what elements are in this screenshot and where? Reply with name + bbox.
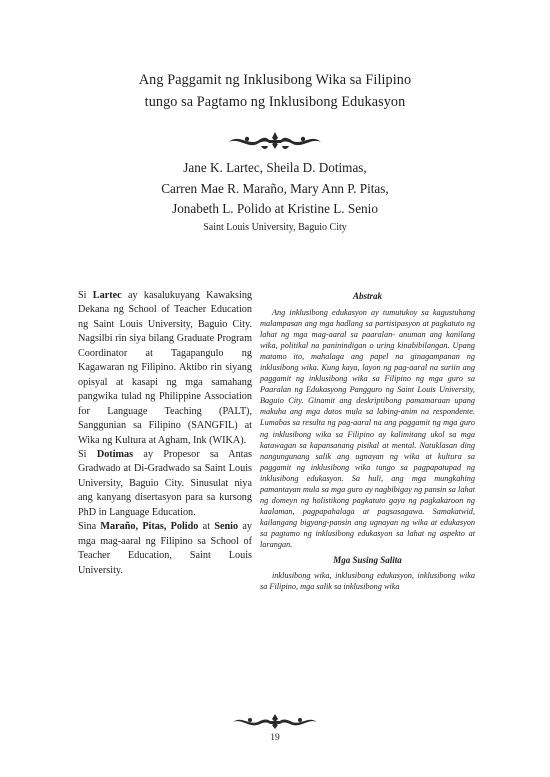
title-line-1: Ang Paggamit ng Inklusibong Wika sa Filipino xyxy=(138,72,412,88)
bio-dotimas xyxy=(78,448,252,520)
fleuron-divider-icon xyxy=(225,129,325,151)
abstract-text: Ang inklusibong edukasyon ay tumutukoy sa kagustuhang malampasan ang mga hadlang sa partisipasyon at pagkatuto ng lahat ng mga mag-aaral sa paaralan- anuman ang kanilang wika, politikal na paninindigan o uring kinabibilangan. Upang matamo ito, mahalaga ang papel na ginagampanan ng inklusibong wika. Kung kaya, layon ng pag-aaral na suriin ang paggamit ng inklusibong wika sa Filipino ng mga guro sa Paaralan ng Edukasyong Pangguro ng Saint Louis University, Baguio City. Ginamit ang deskriptibong pamamaraan upang makuha ang mga datos mula sa labing-anim na respondente. Lumabas sa resulta ng pag-aaral na ang paggamit ng mga guro ng inklusibong wika sa Filipino ay kalimitang ukol sa mga katawagan sa kapansanang pisikal at mental. Natuklasan ding nangungunang salik ang ugnayan ng wika at kultura sa paggamit ng inklusibong wika tungo sa pagpapatupad ng inklusibong edukasyon. Sa huli, ang mga mungkahing pamantayan mula sa mga guro ay nagbibigay ng pansin sa lahat ng domeyn ng holistikong pagkatuto gaya ng pagkakaroon ng kaalaman, pagpapahalaga at pagsasagawa. Samakatwid, kailangang bigyang-pansin ang ugnayan ng wika at edukasyon sa pagtamo ng inklusibong edukasyon sa lahat ng aspekto at larangan. xyxy=(260,308,475,549)
page-number: 19 xyxy=(270,733,280,743)
bio-prefix: Sina xyxy=(78,521,101,533)
abstract-heading: Abstrak xyxy=(352,291,382,301)
title-line-2: tungo sa Pagtamo ng Inklusibong Edukasyon xyxy=(144,94,406,110)
author-line-3: Jonabeth L. Polido at Kristine L. Senio xyxy=(172,201,378,216)
keywords-heading: Mga Susing Salita xyxy=(333,555,402,566)
author-block xyxy=(0,158,550,236)
bio-connector: at xyxy=(198,521,215,533)
bio-prefix: Si xyxy=(78,290,93,301)
bio-prefix: Si xyxy=(78,448,97,460)
article-title xyxy=(0,69,550,113)
fleuron-divider-icon xyxy=(230,712,320,730)
author-bios xyxy=(78,289,252,578)
bio-name: Dotimas xyxy=(96,448,134,460)
bio-text: ay kasalukuyang Kawaksing Dekana ng School of Teacher Education ng Saint Louis University, Baguio City. Nagsilbi rin siya bilang Graduate Program Coordinator at Tagapangulo ng Kagawaran ng Filipino. Aktibo rin siyang opisyal at kasapi ng mga samahang pangwika tulad ng Philippine Association for Language Teaching (PALT), Sanggunian sa Filipino (SANGFIL) at Wika ng Kultura at Agham, Ink (WIKA). xyxy=(78,290,253,446)
bio-lartec xyxy=(78,289,252,448)
author-line-1: Jane K. Lartec, Sheila D. Dotimas, xyxy=(183,160,367,175)
bio-name: Senio xyxy=(214,521,239,533)
bio-text: ay mga mag-aaral ng Filipino sa School of Teacher Education, Saint Louis University. xyxy=(78,521,252,576)
abstract-column xyxy=(260,290,475,592)
bio-students xyxy=(78,520,252,578)
bio-text: ay Propesor sa Antas Gradwado at Di-Gradwado sa Saint Louis University, Baguio City. Sinusulat niya ang kanyang disertasyon para sa kursong PhD in Language Education. xyxy=(78,448,253,518)
bio-name: Lartec xyxy=(92,290,122,301)
author-affiliation: Saint Louis University, Baguio City xyxy=(203,221,347,233)
author-line-2: Carren Mae R. Maraño, Mary Ann P. Pitas, xyxy=(161,180,389,196)
bio-name: Maraño, Pitas, Polido xyxy=(100,521,199,533)
keywords-text: inklusibong wika, inklusibong edukasyon, inklusibong wika sa Filipino, mga salik sa inklusibong wika xyxy=(260,571,475,592)
